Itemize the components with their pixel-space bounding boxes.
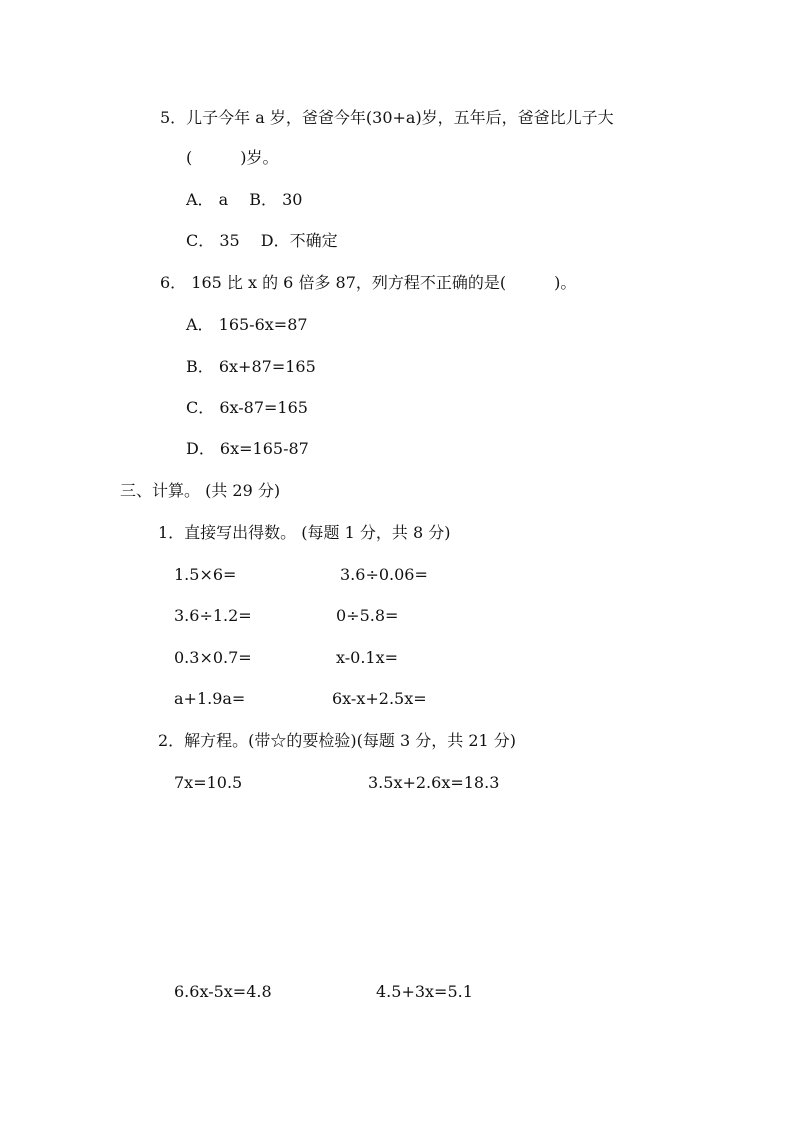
q6-option-b: B． 6x+87=165 xyxy=(186,357,316,376)
calc-item: 0÷5.8= xyxy=(336,606,399,625)
section-3-title: 三、计算。 (共 29 分) xyxy=(120,481,281,500)
calc-item: 3.6÷0.06= xyxy=(340,565,428,584)
equation-item: 4.5+3x=5.1 xyxy=(376,982,473,1001)
q6-option-a: A． 165-6x=87 xyxy=(186,315,308,334)
q6-option-d: D． 6x=165-87 xyxy=(186,439,309,458)
q5-options-row1: A． a B． 30 xyxy=(186,190,303,209)
q6-option-c: C． 6x-87=165 xyxy=(186,398,308,417)
equation-item: 7x=10.5 xyxy=(174,773,243,792)
calc-item: x-0.1x= xyxy=(336,648,399,667)
q6-stem: 6． 165 比 x 的 6 倍多 87，列方程不正确的是( )。 xyxy=(160,273,577,292)
calc-item: 3.6÷1.2= xyxy=(174,606,252,625)
part-1-title: 1．直接写出得数。 (每题 1 分，共 8 分) xyxy=(158,523,451,542)
calc-item: 1.5×6= xyxy=(174,565,237,584)
part-2-title: 2．解方程。(带☆的要检验)(每题 3 分，共 21 分) xyxy=(158,731,517,750)
equation-item: 6.6x-5x=4.8 xyxy=(174,982,272,1001)
calc-item: 6x-x+2.5x= xyxy=(332,689,427,708)
calc-item: a+1.9a= xyxy=(174,689,246,708)
q5-stem-line2: ( )岁。 xyxy=(186,148,279,167)
q5-stem-line1: 5．儿子今年 a 岁，爸爸今年(30+a)岁，五年后，爸爸比儿子大 xyxy=(160,108,614,127)
q5-options-row2: C． 35 D．不确定 xyxy=(186,231,338,250)
calc-item: 0.3×0.7= xyxy=(174,648,252,667)
equation-item: 3.5x+2.6x=18.3 xyxy=(368,773,500,792)
